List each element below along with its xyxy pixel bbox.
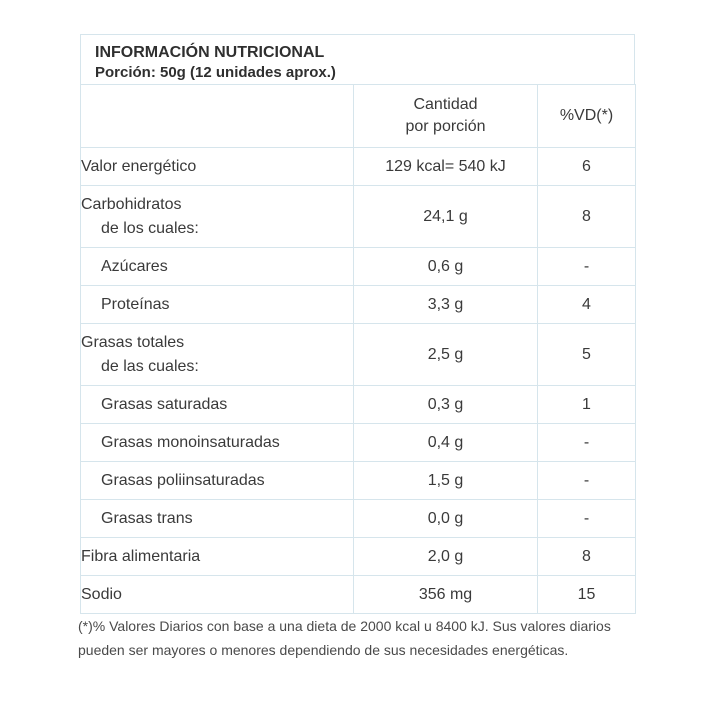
row-subtitle: de las cuales: xyxy=(101,357,199,375)
daily-value-footnote: (*)% Valores Diarios con base a una dieta de 2000 kcal u 8400 kJ. Sus valores diarios pueden ser mayores o menores dependiendo de sus necesidades energéticas. xyxy=(78,618,611,658)
row-quantity: 2,5 g xyxy=(354,324,538,386)
row-quantity: 0,4 g xyxy=(354,424,538,462)
table-row xyxy=(81,186,636,248)
row-name: Fibra alimentaria xyxy=(81,538,354,576)
row-daily-value: 8 xyxy=(538,186,636,248)
portion-size: Porción: 50g (12 unidades aprox.) xyxy=(95,64,336,81)
row-daily-value: 15 xyxy=(538,576,636,614)
row-name-cell xyxy=(81,186,354,248)
row-name: Grasas poliinsaturadas xyxy=(81,462,354,500)
table-row xyxy=(81,462,636,500)
row-name: Valor energético xyxy=(81,148,354,186)
row-name: Grasas monoinsaturadas xyxy=(81,424,354,462)
daily-value-column-header: %VD(*) xyxy=(538,85,636,148)
table-row xyxy=(81,386,636,424)
nutrition-title: INFORMACIÓN NUTRICIONAL xyxy=(95,44,325,61)
table-row xyxy=(81,538,636,576)
row-name: Sodio xyxy=(81,576,354,614)
table-row xyxy=(81,576,636,614)
table-row xyxy=(81,286,636,324)
row-name-cell xyxy=(81,324,354,386)
row-daily-value: - xyxy=(538,500,636,538)
row-daily-value: 4 xyxy=(538,286,636,324)
row-subtitle: de los cuales: xyxy=(101,219,199,237)
nutrition-facts-panel xyxy=(80,34,635,614)
row-quantity: 129 kcal= 540 kJ xyxy=(354,148,538,186)
row-daily-value: - xyxy=(538,424,636,462)
table-row xyxy=(81,500,636,538)
row-daily-value: - xyxy=(538,248,636,286)
row-quantity: 1,5 g xyxy=(354,462,538,500)
row-name: Carbohidratos xyxy=(81,195,182,213)
row-daily-value: - xyxy=(538,462,636,500)
row-quantity: 3,3 g xyxy=(354,286,538,324)
nutrition-header xyxy=(80,34,635,84)
row-name: Azúcares xyxy=(81,248,354,286)
table-header-row xyxy=(81,85,636,148)
row-quantity: 24,1 g xyxy=(354,186,538,248)
row-daily-value: 5 xyxy=(538,324,636,386)
table-row xyxy=(81,148,636,186)
table-row xyxy=(81,324,636,386)
row-quantity: 2,0 g xyxy=(354,538,538,576)
table-row xyxy=(81,424,636,462)
row-quantity: 0,3 g xyxy=(354,386,538,424)
header-empty-cell xyxy=(81,85,354,148)
quantity-header-line2: por porción xyxy=(405,118,486,135)
row-name: Grasas totales xyxy=(81,333,185,351)
row-daily-value: 6 xyxy=(538,148,636,186)
row-name: Grasas saturadas xyxy=(81,386,354,424)
row-name: Proteínas xyxy=(81,286,354,324)
row-quantity: 356 mg xyxy=(354,576,538,614)
row-daily-value: 1 xyxy=(538,386,636,424)
nutrition-table xyxy=(80,84,636,614)
row-quantity: 0,6 g xyxy=(354,248,538,286)
row-name: Grasas trans xyxy=(81,500,354,538)
quantity-header-line1: Cantidad xyxy=(413,96,478,113)
row-daily-value: 8 xyxy=(538,538,636,576)
row-quantity: 0,0 g xyxy=(354,500,538,538)
quantity-column-header xyxy=(354,85,538,148)
table-row xyxy=(81,248,636,286)
